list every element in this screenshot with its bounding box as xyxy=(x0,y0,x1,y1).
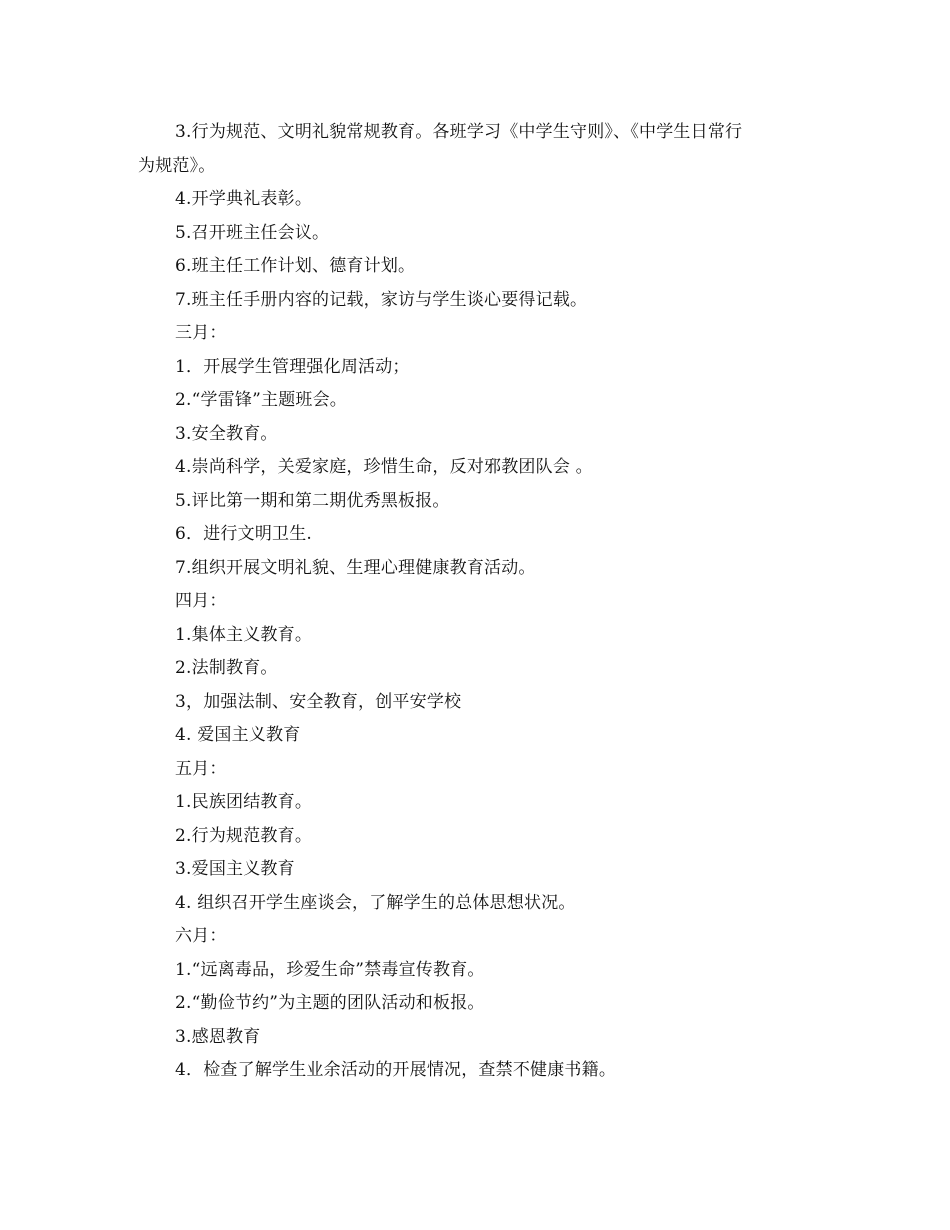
text-line: 3.感恩教育 xyxy=(175,1026,261,1047)
text-line: 4. 爱国主义教育 xyxy=(175,725,301,745)
text-line: 4.开学典礼表彰。 xyxy=(175,189,313,209)
text-line: 6．进行文明卫生. xyxy=(175,524,313,544)
text-line: 2.行为规范教育。 xyxy=(175,825,313,846)
text-line: 7.组织开展文明礼貌、生理心理健康教育活动。 xyxy=(175,557,536,578)
text-line: 1.民族团结教育。 xyxy=(175,792,313,812)
text-line: 4．检查了解学生业余活动的开展情况，查禁不健康书籍。 xyxy=(175,1060,617,1080)
document-body xyxy=(138,116,818,1088)
text-line: 1.“远离毒品，珍爱生命”禁毒宣传教育。 xyxy=(175,959,485,980)
text-line: 4.崇尚科学，关爱家庭，珍惜生命，反对邪教团队会 。 xyxy=(175,457,593,477)
text-line: 2.法制教育。 xyxy=(175,658,278,678)
text-line: 1．开展学生管理强化周活动； xyxy=(175,356,410,377)
text-line: 六月： xyxy=(175,926,227,946)
text-line: 5.召开班主任会议。 xyxy=(175,222,330,243)
text-line: 三月： xyxy=(175,323,227,343)
text-line: 4. 组织召开学生座谈会，了解学生的总体思想状况。 xyxy=(175,892,576,913)
text-line: 1.集体主义教育。 xyxy=(175,624,313,645)
text-line: 五月： xyxy=(175,758,227,779)
text-line: 5.评比第一期和第二期优秀黑板报。 xyxy=(175,490,450,511)
text-line: 2.“勤俭节约”为主题的团队活动和板报。 xyxy=(175,993,485,1013)
text-line: 7.班主任手册内容的记载，家访与学生谈心要得记载。 xyxy=(175,289,588,310)
text-line: 3.行为规范、文明礼貌常规教育。各班学习《中学生守则》、《中学生日常行 xyxy=(175,122,743,142)
text-line: 为规范》。 xyxy=(138,155,216,176)
text-line: 6.班主任工作计划、德育计划。 xyxy=(175,256,416,276)
text-line: 3.安全教育。 xyxy=(175,423,278,444)
text-line: 3，加强法制、安全教育，创平安学校 xyxy=(175,691,462,712)
text-line: 3.爱国主义教育 xyxy=(175,859,295,879)
text-line: 2.“学雷锋”主题班会。 xyxy=(175,390,348,410)
text-line: 四月： xyxy=(175,591,227,611)
